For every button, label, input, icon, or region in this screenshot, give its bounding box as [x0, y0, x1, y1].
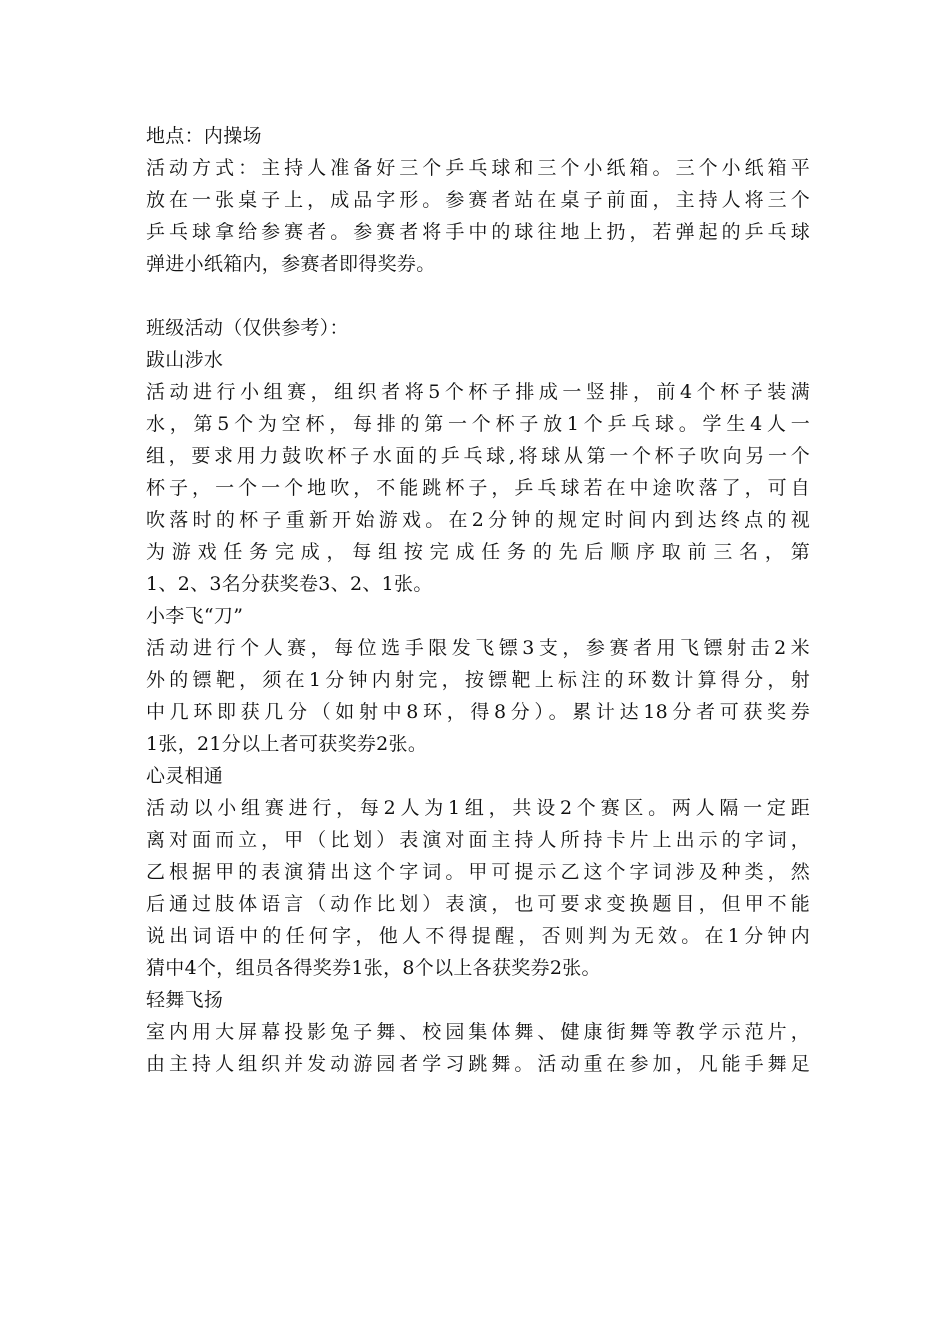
game-title: 心灵相通	[146, 765, 224, 787]
paragraph-line: 室内用大屏幕投影兔子舞、校园集体舞、健康街舞等教学示范片，	[146, 1021, 810, 1043]
paragraph-line: 1、2、3名分获奖卷3、2、1张。	[146, 573, 433, 595]
paragraph-line: 杯子，一个一个地吹，不能跳杯子，乒乓球若在中途吹落了，可自	[146, 477, 810, 499]
document-page	[146, 120, 810, 1080]
paragraph-line: 活动以小组赛进行，每2人为1组，共设2个赛区。两人隔一定距	[146, 797, 810, 819]
game-title: 跋山涉水	[146, 349, 224, 371]
paragraph-line: 说出词语中的任何字，他人不得提醒，否则判为无效。在1分钟内	[146, 925, 810, 947]
paragraph-line: 放在一张桌子上，成品字形。参赛者站在桌子前面，主持人将三个	[146, 189, 810, 211]
paragraph-line: 离对面而立，甲（比划）表演对面主持人所持卡片上出示的字词，	[146, 829, 810, 851]
paragraph-line: 弹进小纸箱内，参赛者即得奖券。	[146, 253, 436, 275]
paragraph-line: 活动进行个人赛，每位选手限发飞镖3支，参赛者用飞镖射击2米	[146, 637, 810, 659]
paragraph-line: 活动进行小组赛，组织者将5个杯子排成一竖排，前4个杯子装满	[146, 381, 810, 403]
paragraph-line: 乙根据甲的表演猜出这个字词。甲可提示乙这个字词涉及种类，然	[146, 861, 810, 883]
paragraph-line: 为游戏任务完成，每组按完成任务的先后顺序取前三名，第	[146, 541, 810, 563]
section-title: 班级活动（仅供参考）：	[146, 317, 349, 339]
paragraph-gap	[146, 280, 810, 312]
paragraph-line: 吹落时的杯子重新开始游戏。在2分钟的规定时间内到达终点的视	[146, 509, 810, 531]
location-line: 地点：内操场	[146, 125, 262, 147]
paragraph-line: 由主持人组织并发动游园者学习跳舞。活动重在参加，凡能手舞足	[146, 1053, 810, 1075]
paragraph-line: 后通过肢体语言（动作比划）表演，也可要求变换题目，但甲不能	[146, 893, 810, 915]
paragraph-line: 组，要求用力鼓吹杯子水面的乒乓球,将球从第一个杯子吹向另一个	[146, 445, 810, 467]
game-title: 轻舞飞扬	[146, 989, 224, 1011]
game-title: 小李飞“刀”	[146, 605, 244, 627]
paragraph-line: 水，第5个为空杯，每排的第一个杯子放1个乒乓球。学生4人一	[146, 413, 810, 435]
paragraph-line: 活动方式：主持人准备好三个乒乓球和三个小纸箱。三个小纸箱平	[146, 157, 810, 179]
paragraph-line: 中几环即获几分（如射中8环，得8分）。累计达18分者可获奖券	[146, 701, 810, 723]
paragraph-line: 乒乓球拿给参赛者。参赛者将手中的球往地上扔，若弹起的乒乓球	[146, 221, 810, 243]
paragraph-line: 外的镖靶，须在1分钟内射完，按镖靶上标注的环数计算得分，射	[146, 669, 810, 691]
paragraph-line: 猜中4个，组员各得奖券1张，8个以上各获奖券2张。	[146, 957, 601, 979]
paragraph-line: 1张，21分以上者可获奖券2张。	[146, 733, 428, 755]
